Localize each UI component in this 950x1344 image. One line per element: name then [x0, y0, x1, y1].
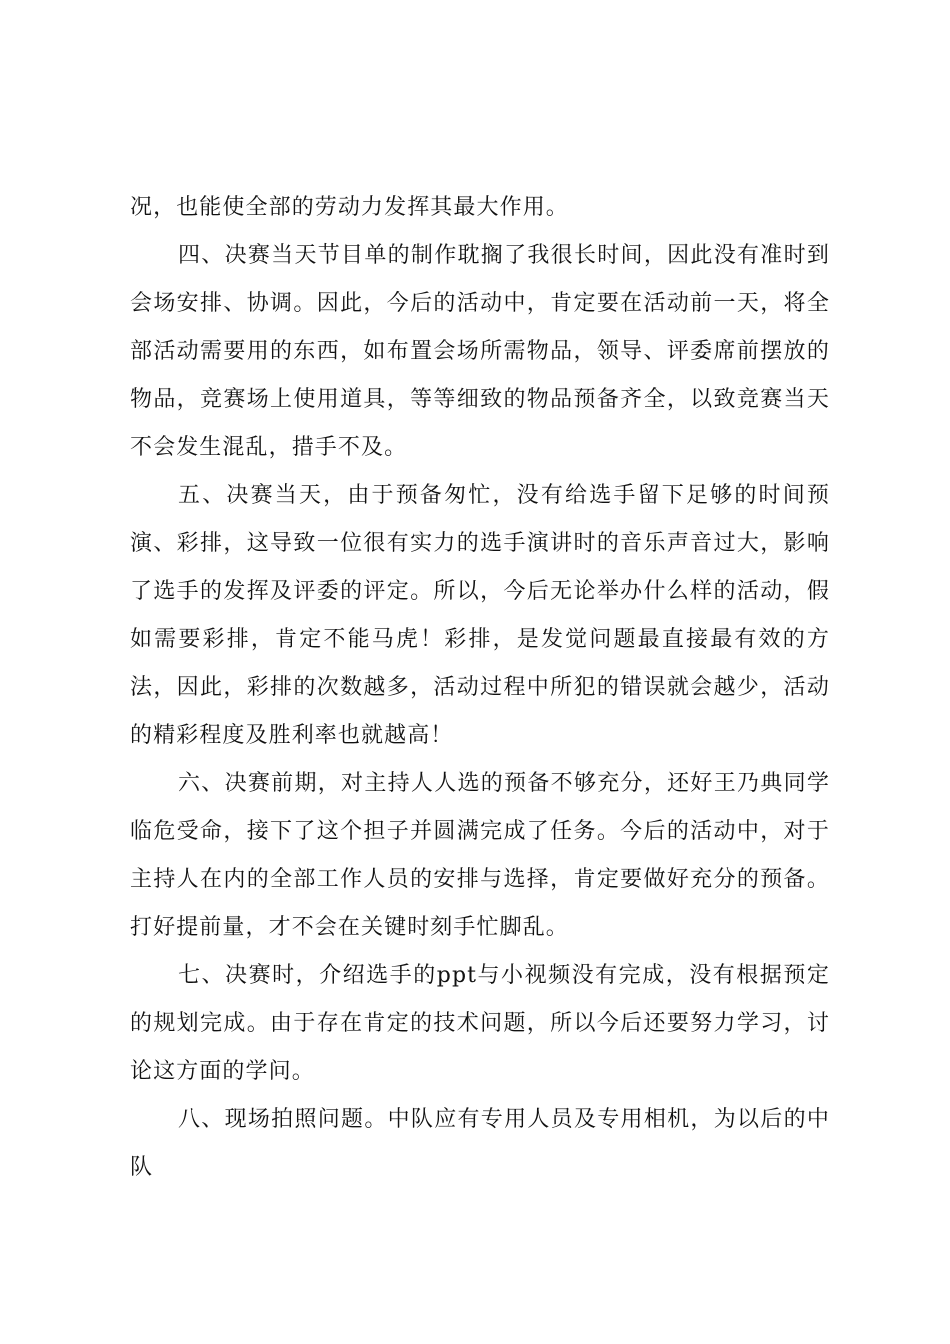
paragraph-item-five: 五、决赛当天，由于预备匆忙，没有给选手留下足够的时间预演、彩排，这导致一位很有实力的选手演讲时的音乐声音过大，影响了选手的发挥及评委的评定。所以，今后无论举办什么样的活动，假如需要彩排，肯定不能马虎！彩排，是发觉问题最直接最有效的方法，因此，彩排的次数越多，活动过程中所犯的错误就会越少，活动的精彩程度及胜利率也就越高！: [130, 483, 830, 748]
paragraph-continuation: 况，也能使全部的劳动力发挥其最大作用。: [130, 195, 569, 220]
document-body: [130, 184, 830, 1192]
paragraph-item-six: 六、决赛前期，对主持人人选的预备不够充分，还好王乃典同学临危受命，接下了这个担子并圆满完成了任务。今后的活动中，对于主持人在内的全部工作人员的安排与选择，肯定要做好充分的预备。打好提前量，才不会在关键时刻手忙脚乱。: [130, 771, 830, 940]
paragraph-item-four: 四、决赛当天节目单的制作耽搁了我很长时间，因此没有准时到会场安排、协调。因此，今后的活动中，肯定要在活动前一天，将全部活动需要用的东西，如布置会场所需物品，领导、评委席前摆放的物品，竞赛场上使用道具，等等细致的物品预备齐全，以致竞赛当天不会发生混乱，措手不及。: [130, 243, 830, 460]
paragraph-item-seven: 七、决赛时，介绍选手的ppt与小视频没有完成，没有根据预定的规划完成。由于存在肯定的技术问题，所以今后还要努力学习，讨论这方面的学问。: [130, 963, 830, 1084]
paragraph-item-eight: 八、现场拍照问题。中队应有专用人员及专用相机，为以后的中队: [130, 1107, 830, 1180]
